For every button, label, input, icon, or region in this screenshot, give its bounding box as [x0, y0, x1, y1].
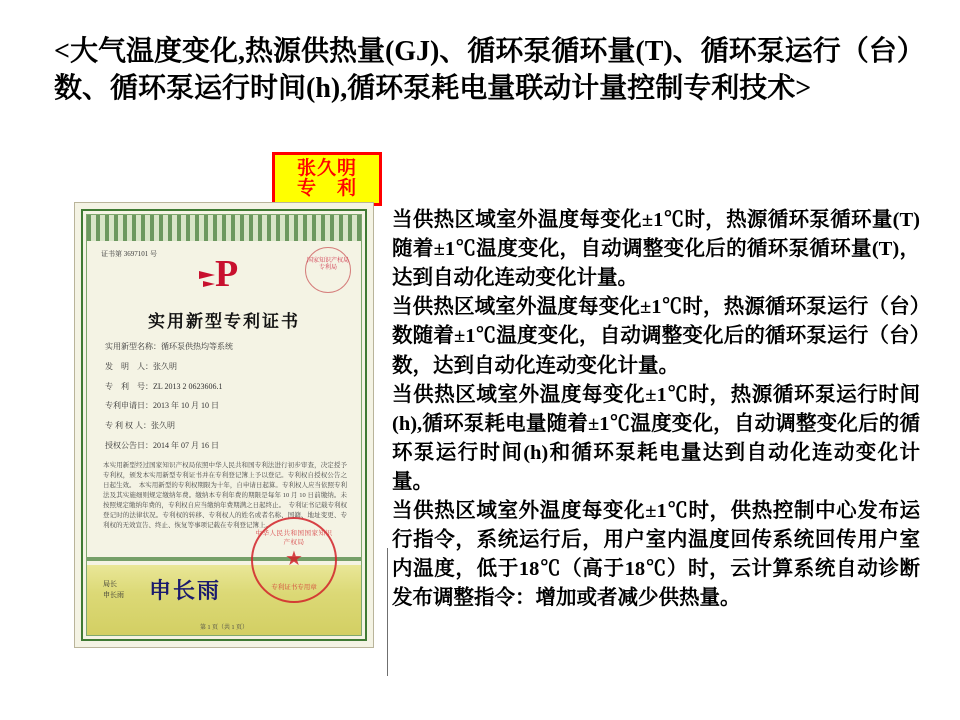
certificate-handwritten-signature: 申长雨 — [149, 578, 222, 603]
patent-owner-stamp — [272, 152, 382, 206]
certificate-footer: 第 1 页（共 1 页） — [199, 625, 248, 631]
paragraph-4: 当供热区域室外温度每变化±1℃时，供热控制中心发布运行指令，系统运行后，用户室内温度回传系统回传用户室内温度，低于18℃（高于18℃）时，云计算系统自动诊断发布调整指令：增加或者减少供热量。 — [392, 500, 920, 610]
description-text-block — [392, 206, 920, 614]
certificate-top-decoration — [87, 215, 361, 241]
paragraph-2: 当供热区域室外温度每变化±1℃时，热源循环泵运行（台）数随着±1℃温度变化，自动调整变化后的循环泵运行（台）数，达到自动化连动变化计量。 — [392, 296, 920, 377]
page-title: <大气温度变化,热源供热量(GJ)、循环泵循环量(T)、循环泵运行（台）数、循环泵运行时间(h),循环泵耗电量联动计量控制专利技术> — [54, 36, 911, 104]
certificate-small-seal-icon: 国家知识产权局专利局 — [305, 247, 351, 293]
seal-top-text: 中华人民共和国国家知识产权局 — [255, 530, 333, 546]
patent-office-logo-icon — [197, 255, 251, 299]
logo-flare-secondary-icon — [203, 281, 215, 287]
paragraph-1: 当供热区域室外温度每变化±1℃时，热源循环泵循环量(T)随着±1℃温度变化，自动调整变化后的循环泵循环量(T)，达到自动化连动变化计量。 — [392, 209, 920, 290]
stamp-line-1: 张久明 — [296, 158, 357, 180]
patent-certificate-image — [74, 202, 374, 648]
certificate-signature-label-director: 局长 — [103, 579, 117, 588]
vertical-divider — [387, 548, 388, 676]
logo-flare-icon — [199, 271, 215, 279]
paragraph-3: 当供热区域室外温度每变化±1℃时，热源循环泵运行时间(h),循环泵耗电量随着±1℃温度变化，自动调整变化后的循环泵运行时间(h)和循环泵耗电量达到自动化连动变化计量。 — [392, 383, 920, 493]
certificate-signature-label-name: 申长雨 — [103, 590, 124, 599]
certificate-field-patentee: 专 利 权 人：张久明 — [105, 421, 175, 431]
seal-bottom-text: 专利证书专用章 — [271, 584, 317, 591]
certificate-field-patent-number: 专 利 号：ZL 2013 2 0623606.1 — [105, 381, 223, 391]
stamp-line-2: 专 利 — [296, 178, 357, 199]
certificate-field-inventor: 发 明 人：张久明 — [105, 361, 177, 371]
certificate-title: 实用新型专利证书 — [148, 312, 300, 331]
certificate-field-application-date: 专利申请日：2013 年 10 月 10 日 — [105, 401, 219, 411]
certificate-body-text: 本实用新型经过国家知识产权局依照中华人民共和国专利法进行初步审查，决定授予专利权，颁发本实用新型专利证书并在专利登记簿上予以登记。专利权自授权公告之日起生效。 本实用新型的专利权期限为十年，自申请日起算。专利权人应当依照专利法及其实施细则规定缴纳年费。缴纳本专利年费的期限是每年 10 月 10 日前缴纳。未按照规定缴纳年费的，专利权自应当缴纳年费期满之日起终止。 专利证书记载专利权登记时的法律状况。专利权的转移、专利权人的姓名或者名称、国籍、地址变更、专利权的无效宣告、终止、恢复等事项记载在专利登记簿上。 — [103, 462, 347, 530]
certificate-field-name: 实用新型名称：循环泵供热均等系统 — [105, 342, 233, 351]
logo-letter-p: P — [215, 253, 239, 295]
certificate-fields — [105, 343, 343, 462]
certificate-field-grant-date: 授权公告日：2014 年 07 月 16 日 — [105, 440, 219, 450]
certificate-signature-labels — [103, 579, 124, 601]
certificate-official-red-seal-icon — [251, 517, 337, 603]
seal-star-icon: ★ — [285, 548, 303, 570]
certificate-serial-number: 证书第 3697101 号 — [101, 250, 157, 258]
